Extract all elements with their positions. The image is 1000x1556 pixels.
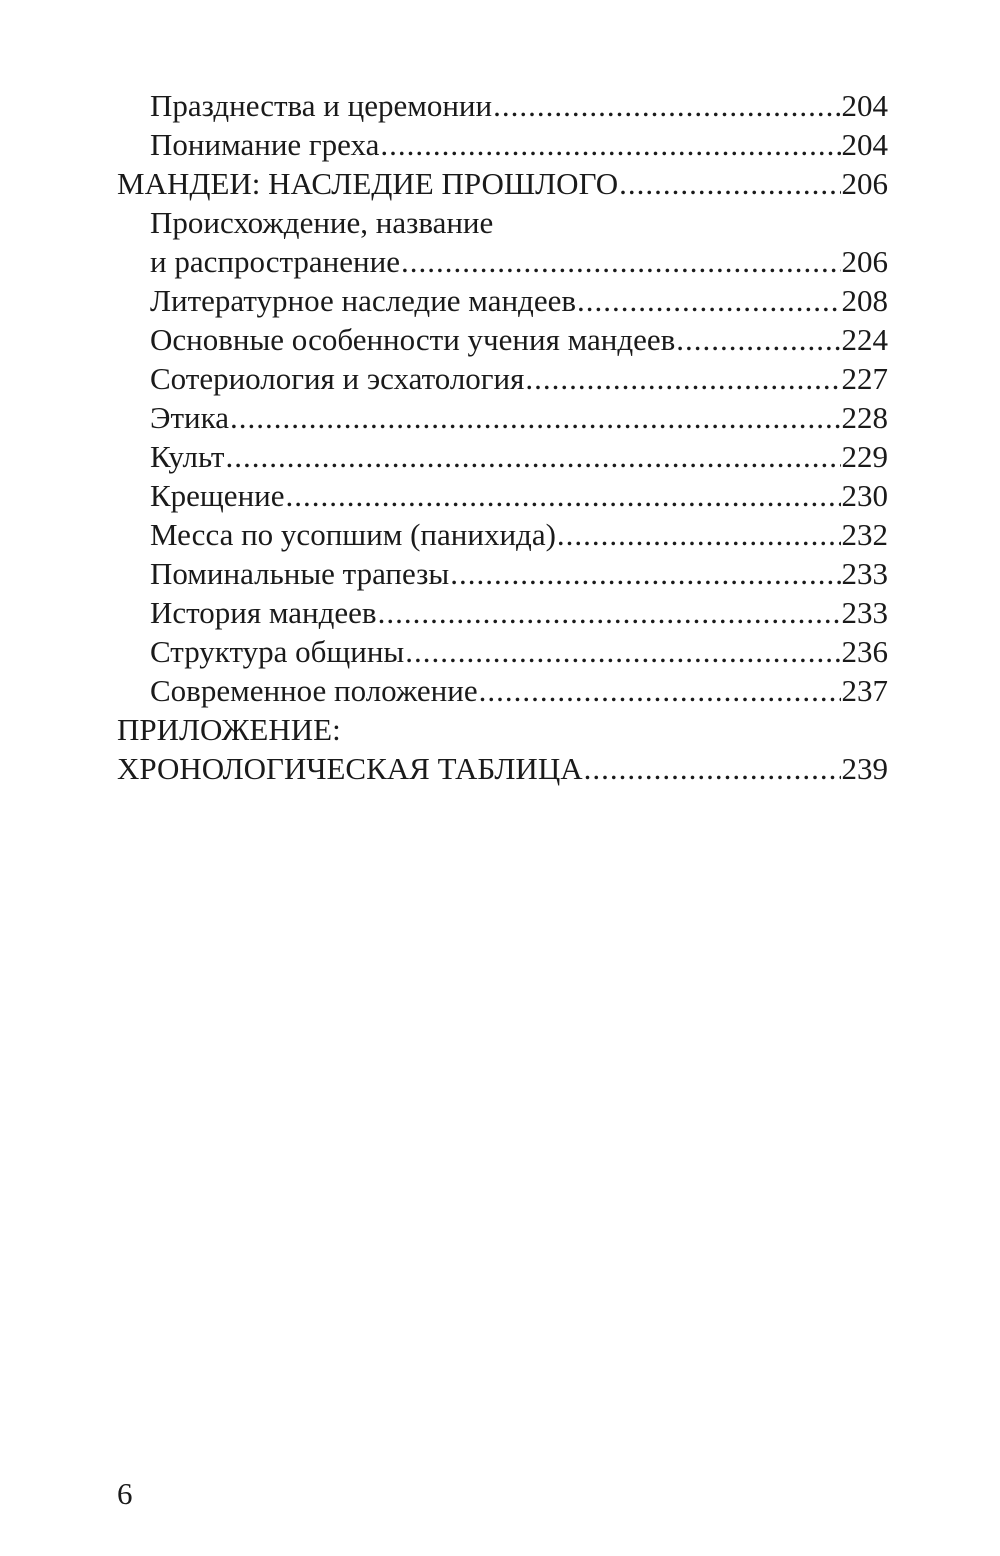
toc-entry-title: История мандеев bbox=[150, 595, 377, 630]
toc-entry-title: Сотериология и эсхатология bbox=[150, 361, 525, 396]
toc-entry-title: Крещение bbox=[150, 478, 285, 513]
toc-section-entry bbox=[117, 710, 888, 788]
toc-subsection-entry bbox=[117, 515, 888, 554]
dot-leader bbox=[225, 437, 840, 476]
dot-leader bbox=[450, 554, 840, 593]
toc-entry-title: МАНДЕИ: НАСЛЕДИЕ ПРОШЛОГО bbox=[117, 166, 619, 201]
toc-entry-title: Структура общины bbox=[150, 634, 405, 669]
toc-entry-line bbox=[150, 86, 888, 125]
toc-entry-line bbox=[150, 281, 888, 320]
toc-subsection-entry bbox=[117, 281, 888, 320]
dot-leader bbox=[479, 671, 841, 710]
toc-entry-page-number: 233 bbox=[841, 595, 888, 630]
dot-leader bbox=[557, 515, 841, 554]
toc-subsection-entry bbox=[117, 632, 888, 671]
toc-entry-title-line: Происхождение, название bbox=[150, 205, 494, 240]
toc-entry-title: Культ bbox=[150, 439, 225, 474]
toc-entry-title: Литературное наследие мандеев bbox=[150, 283, 576, 318]
toc-subsection-entry bbox=[117, 320, 888, 359]
toc-entry-page-number: 208 bbox=[841, 283, 888, 318]
toc-entry-line bbox=[117, 164, 888, 203]
dot-leader bbox=[405, 632, 840, 671]
dot-leader bbox=[230, 398, 841, 437]
dot-leader bbox=[584, 749, 841, 788]
dot-leader bbox=[577, 281, 841, 320]
toc-entry-line bbox=[150, 593, 888, 632]
toc-entry-line bbox=[150, 242, 888, 281]
toc-entry-page-number: 206 bbox=[841, 166, 888, 201]
toc-entry-page-number: 232 bbox=[841, 517, 888, 552]
toc-entry-title: Основные особенности учения мандеев bbox=[150, 322, 676, 357]
toc-entry-line bbox=[150, 632, 888, 671]
toc-subsection-entry bbox=[117, 125, 888, 164]
toc-subsection-entry bbox=[117, 398, 888, 437]
toc-subsection-entry bbox=[117, 554, 888, 593]
toc-entry-line bbox=[150, 476, 888, 515]
toc-entry-page-number: 224 bbox=[841, 322, 888, 357]
toc-entry-line bbox=[150, 671, 888, 710]
toc-entry-page-number: 228 bbox=[841, 400, 888, 435]
toc-subsection-entry bbox=[117, 593, 888, 632]
toc-entry-page-number: 236 bbox=[841, 634, 888, 669]
toc-entry-line bbox=[150, 515, 888, 554]
dot-leader bbox=[525, 359, 840, 398]
toc-subsection-entry bbox=[117, 359, 888, 398]
toc-entry-title: Понимание греха bbox=[150, 127, 380, 162]
dot-leader bbox=[619, 164, 840, 203]
toc-entry-page-number: 204 bbox=[841, 88, 888, 123]
toc-entry-line bbox=[150, 125, 888, 164]
toc-entry-title: Празднества и церемонии bbox=[150, 88, 493, 123]
toc-entry-title: Этика bbox=[150, 400, 229, 435]
dot-leader bbox=[401, 242, 841, 281]
toc-entry-page-number: 237 bbox=[841, 673, 888, 708]
toc-entry-title: Поминальные трапезы bbox=[150, 556, 450, 591]
toc-entry-page-number: 239 bbox=[841, 751, 888, 786]
dot-leader bbox=[380, 125, 840, 164]
table-of-contents bbox=[117, 86, 888, 788]
toc-entry-title: Месса по усопшим (панихида) bbox=[150, 517, 556, 552]
dot-leader bbox=[378, 593, 841, 632]
toc-subsection-entry bbox=[117, 476, 888, 515]
toc-entry-page-number: 227 bbox=[841, 361, 888, 396]
toc-entry-page-number: 229 bbox=[841, 439, 888, 474]
toc-entry-line bbox=[150, 359, 888, 398]
toc-entry-title-line: ПРИЛОЖЕНИЕ: bbox=[117, 712, 341, 747]
toc-entry-line bbox=[150, 554, 888, 593]
toc-entry-line bbox=[117, 749, 888, 788]
toc-entry-page-number: 204 bbox=[841, 127, 888, 162]
toc-entry-page-number: 206 bbox=[841, 244, 888, 279]
toc-subsection-entry bbox=[117, 437, 888, 476]
toc-entry-page-number: 233 bbox=[841, 556, 888, 591]
toc-entry-line bbox=[150, 320, 888, 359]
dot-leader bbox=[286, 476, 841, 515]
toc-entry-title: и распространение bbox=[150, 244, 400, 279]
toc-subsection-entry bbox=[117, 86, 888, 125]
toc-section-entry bbox=[117, 164, 888, 203]
page-number: 6 bbox=[117, 1476, 133, 1511]
toc-entry-page-number: 230 bbox=[841, 478, 888, 513]
toc-subsection-entry bbox=[117, 671, 888, 710]
toc-entry-title: Современное положение bbox=[150, 673, 478, 708]
toc-entry-title: ХРОНОЛОГИЧЕСКАЯ ТАБЛИЦА bbox=[117, 751, 583, 786]
toc-subsection-entry bbox=[117, 203, 888, 281]
toc-entry-line bbox=[150, 437, 888, 476]
toc-entry-line bbox=[150, 398, 888, 437]
dot-leader bbox=[493, 86, 840, 125]
dot-leader bbox=[676, 320, 840, 359]
